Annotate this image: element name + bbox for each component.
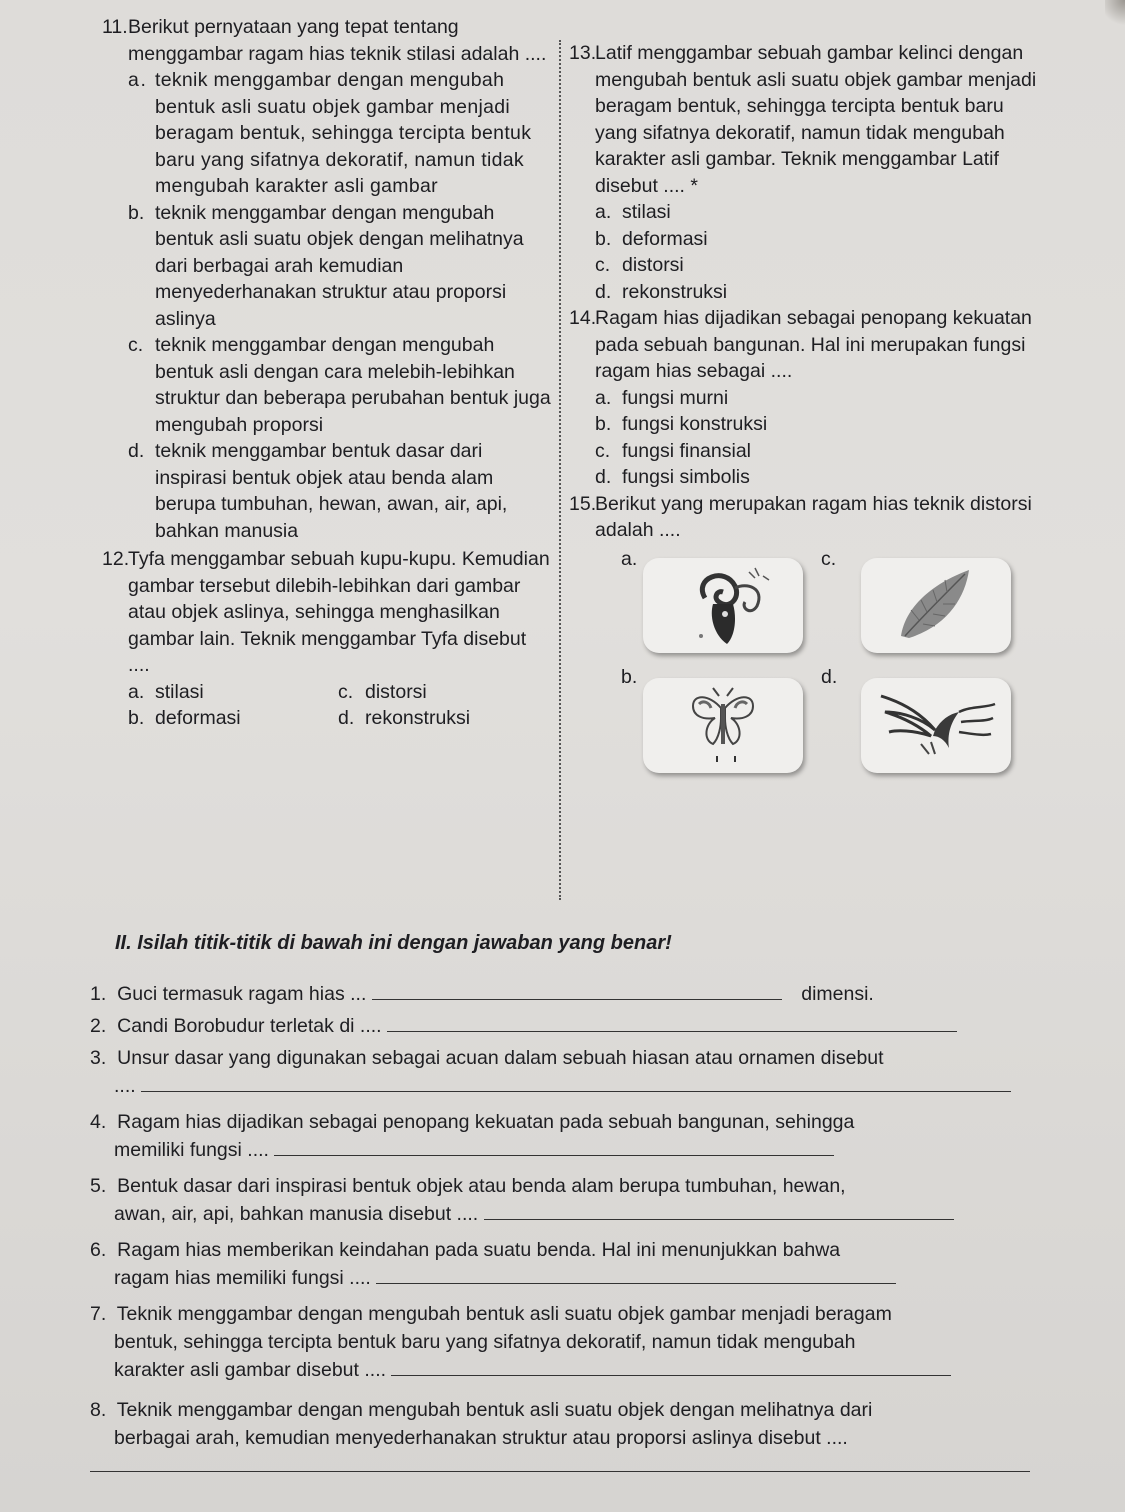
question-number: 12. (102, 548, 130, 570)
answer-blank-4[interactable] (274, 1137, 834, 1156)
section-heading: II. Isilah titik-titik di bawah ini dengan jawaban yang benar! (115, 932, 672, 954)
question-stem: Berikut pernyataan yang tepat tentang menggambar ragam hias teknik stilasi adalah .... (128, 16, 547, 65)
essay-item-2: 2. Candi Borobudur terletak di .... (90, 1012, 1050, 1040)
fig-label-a: a. (621, 547, 638, 570)
essay-item-7: 7. Teknik menggambar dengan mengubah bentuk asli suatu objek gambar menjadi beragam bentuk, sehingga tercipta bentuk baru yang sifatnya dekoratif, namun tidak mengubah karakter asli gambar disebut .... (90, 1300, 1050, 1384)
option-14d[interactable]: d. fungsi simbolis (595, 466, 750, 488)
option-text: teknik menggambar dengan mengubah bentuk asli dengan cara melebih-lebihkan struktur dan beberapa perubahan bentuk juga mengubah proporsi (155, 334, 551, 436)
figure-a-ram[interactable] (643, 558, 803, 653)
option-11c[interactable]: c. teknik menggambar dengan mengubah bentuk asli dengan cara melebih-lebihkan struktur dan beberapa perubahan bentuk juga mengubah proporsi (128, 332, 551, 438)
ram-head-icon (643, 558, 803, 653)
question-12 (102, 546, 551, 679)
question-number: 13. (569, 42, 597, 64)
question-stem: Latif menggambar sebuah gambar kelinci dengan mengubah bentuk asli suatu objek gambar menjadi beragam bentuk, sehingga tercipta bentuk baru yang sifatnya dekoratif, namun tidak mengubah karakter asli gambar. Teknik menggambar Latif disebut .... * (595, 42, 1037, 197)
option-13a[interactable]: a. stilasi (595, 201, 671, 223)
question-13 (569, 40, 1043, 199)
essay-item-6: 6. Ragam hias memberikan keindahan pada suatu benda. Hal ini menunjukkan bahwa ragam hias memiliki fungsi .... (90, 1236, 1050, 1292)
fig-label-c: c. (821, 547, 837, 570)
option-13d[interactable]: d. rekonstruksi (595, 280, 728, 303)
option-text: teknik menggambar bentuk dasar dari inspirasi bentuk objek atau benda alam berupa tumbuhan, hewan, awan, air, api, bahkan manusia (155, 440, 508, 542)
options-12 (128, 679, 551, 732)
figure-c-leaf[interactable] (861, 558, 1011, 653)
option-11d[interactable]: d. teknik menggambar bentuk dasar dari inspirasi bentuk objek atau benda alam berupa tumbuhan, hewan, awan, air, api, bahkan manusia (128, 438, 551, 544)
question-14 (569, 305, 1043, 385)
fig-label-b: b. (621, 665, 638, 688)
answer-blank-1[interactable] (372, 981, 782, 1000)
page-corner-shadow (1105, 0, 1125, 30)
question-stem: Tyfa menggambar sebuah kupu-kupu. Kemudian gambar tersebut dilebih-lebihkan dari gambar atau objek aslinya, sehingga menghasilkan gambar lain. Teknik menggambar Tyfa disebut .... (128, 548, 550, 676)
butterfly-icon (643, 678, 803, 773)
option-text: teknik menggambar dengan mengubah bentuk asli suatu objek dengan melihatnya dari berbagai arah kemudian menyederhanakan struktur atau proporsi aslinya (155, 201, 524, 330)
essay-item-8: 8. Teknik menggambar dengan mengubah bentuk asli suatu objek dengan melihatnya dari berbagai arah, kemudian menyederhanakan struktur atau proporsi aslinya disebut .... (90, 1396, 1050, 1480)
right-column (569, 40, 1043, 791)
option-12d[interactable]: d. rekonstruksi (338, 707, 471, 729)
essay-item-5: 5. Bentuk dasar dari inspirasi bentuk objek atau benda alam berupa tumbuhan, hewan, awan, air, api, bahkan manusia disebut .... (90, 1172, 1050, 1228)
question-number: 15. (569, 492, 597, 515)
answer-blank-3[interactable] (141, 1073, 1011, 1092)
leaf-icon (861, 558, 1011, 653)
figure-d-bird[interactable] (861, 678, 1011, 773)
option-11a[interactable]: a. teknik menggambar dengan mengubah bentuk asli suatu objek gambar menjadi beragam bentuk, sehingga tercipta bentuk baru yang sifatnya dekoratif, namun tidak mengubah karakter asli gambar (128, 67, 551, 200)
option-14b[interactable]: b. fungsi konstruksi (595, 413, 768, 435)
option-11b[interactable]: b. teknik menggambar dengan mengubah bentuk asli suatu objek dengan melihatnya dari berbagai arah kemudian menyederhanakan struktur atau proporsi aslinya (128, 200, 551, 333)
question-15 (569, 491, 1043, 544)
answer-blank-7[interactable] (391, 1357, 951, 1376)
column-divider (559, 40, 561, 900)
left-column (102, 14, 551, 732)
answer-blank-2[interactable] (387, 1013, 957, 1032)
option-text: teknik menggambar dengan mengubah bentuk asli suatu objek gambar menjadi beragam bentuk, sehingga tercipta bentuk baru yang sifatnya dekoratif, namun tidak mengubah karakter asli gambar (155, 69, 532, 197)
option-12c[interactable]: c. distorsi (338, 680, 427, 703)
option-13c[interactable]: c. distorsi (595, 254, 684, 276)
question-number: 14. (569, 307, 597, 329)
q15-figures (573, 546, 1043, 791)
question-number: 11. (102, 16, 128, 38)
essay-item-1: 1. Guci termasuk ragam hias ... dimensi. (90, 983, 874, 1005)
option-14c[interactable]: c. fungsi finansial (595, 439, 751, 462)
answer-blank-5[interactable] (484, 1201, 954, 1220)
option-12a[interactable]: a. stilasi (128, 680, 204, 703)
option-14a[interactable]: a. fungsi murni (595, 386, 729, 409)
fig-label-d: d. (821, 665, 838, 688)
question-stem: Ragam hias dijadikan sebagai penopang kekuatan pada sebuah bangunan. Hal ini merupakan fungsi ragam hias sebagai .... (595, 307, 1032, 382)
essay-item-4: 4. Ragam hias dijadikan sebagai penopang kekuatan pada sebuah bangunan, sehingga memiliki fungsi .... (90, 1111, 855, 1161)
essay-item-3: 3. Unsur dasar yang digunakan sebagai acuan dalam sebuah hiasan atau ornamen disebut .... (90, 1044, 1050, 1100)
question-stem: Berikut yang merupakan ragam hias teknik distorsi adalah .... (595, 492, 1032, 541)
stylized-bird-icon (861, 678, 1011, 773)
answer-blank-8[interactable] (90, 1453, 1030, 1472)
figure-b-butterfly[interactable] (643, 678, 803, 773)
answer-blank-6[interactable] (376, 1265, 896, 1284)
option-12b[interactable]: b. deformasi (128, 707, 241, 729)
option-13b[interactable]: b. deformasi (595, 227, 708, 250)
question-11 (102, 14, 551, 67)
